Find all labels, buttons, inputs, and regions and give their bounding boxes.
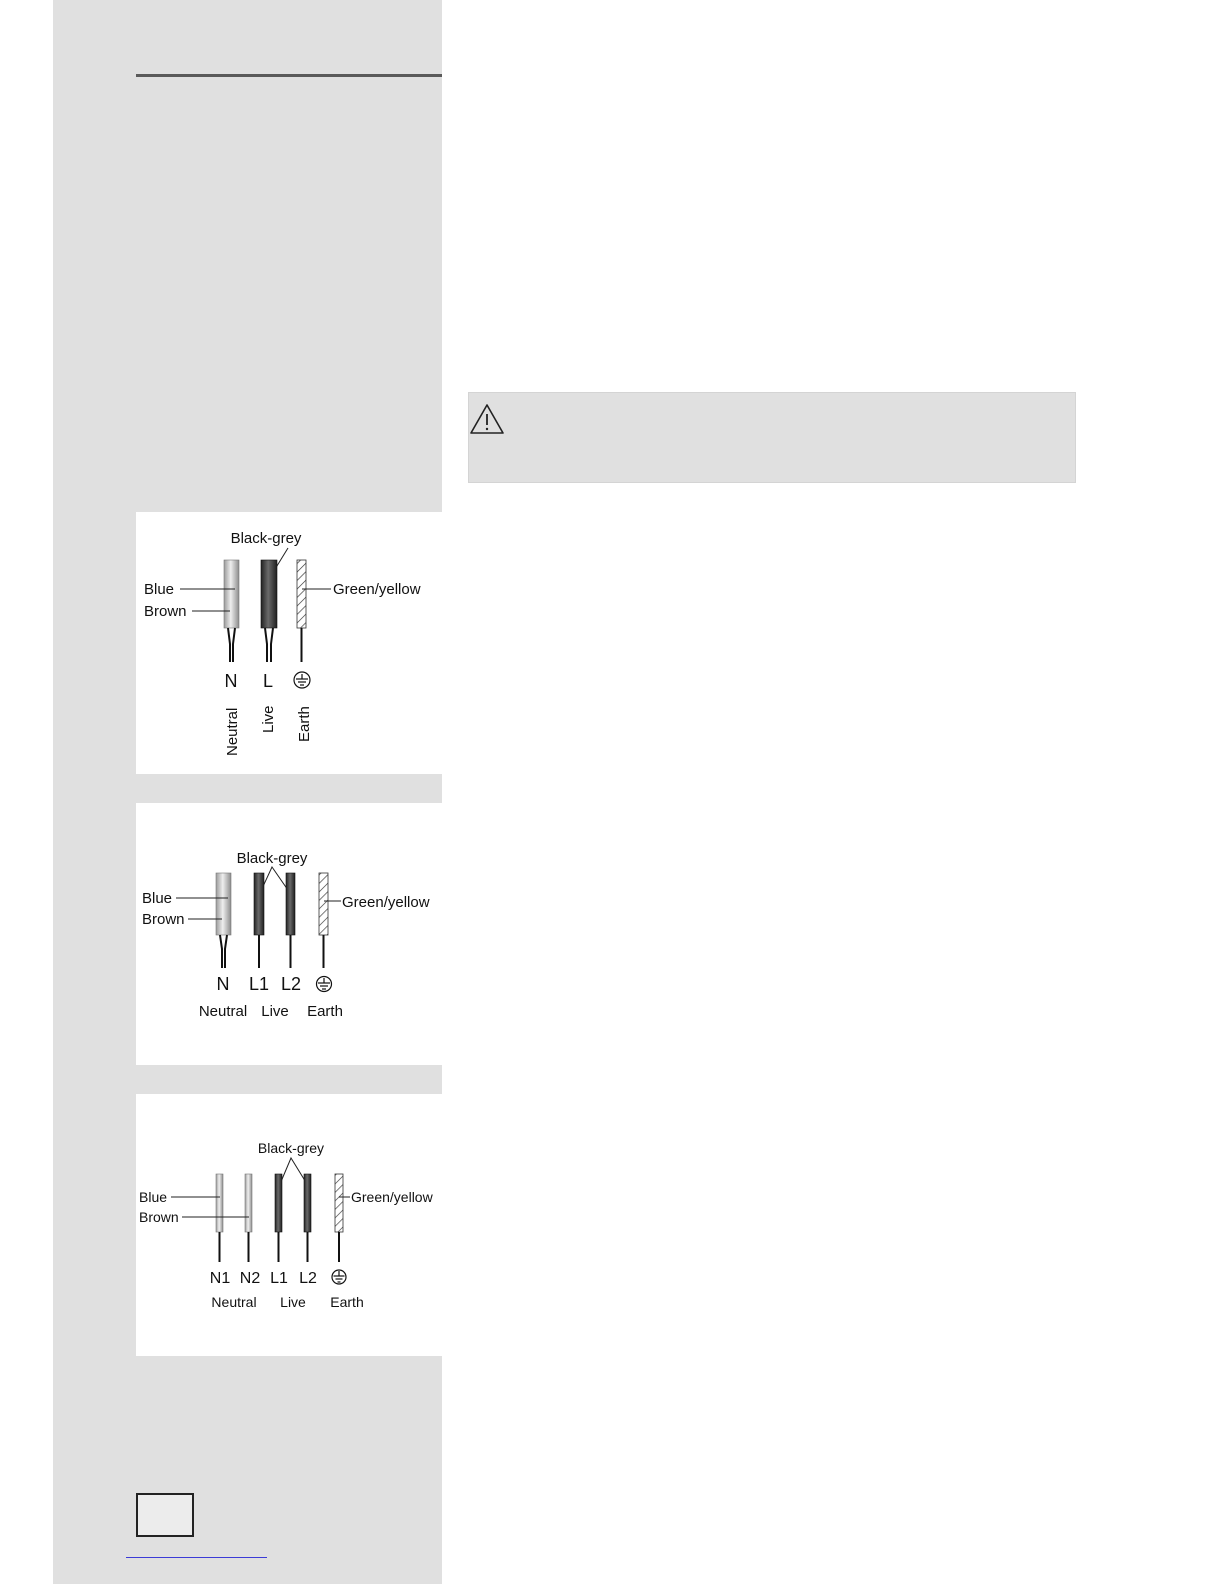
- role-earth: Earth: [296, 706, 313, 742]
- diagram-2-figure: [136, 803, 442, 1065]
- footer-link[interactable]: [126, 1557, 267, 1558]
- terminal-n1: N1: [209, 1270, 231, 1287]
- label-black-grey: Black-grey: [236, 850, 308, 867]
- role-live: Live: [280, 1294, 306, 1310]
- terminal-n: N: [224, 671, 238, 691]
- diagram-3-figure: [136, 1094, 442, 1356]
- label-black-grey: Black-grey: [230, 530, 302, 547]
- terminal-l2: L2: [299, 1270, 317, 1287]
- terminal-l1: L1: [270, 1270, 288, 1287]
- label-brown: Brown: [139, 1209, 179, 1225]
- earth-symbol-icon: [332, 1270, 346, 1284]
- cable-blue-brown: [224, 560, 239, 628]
- diagram-1-figure: [136, 512, 442, 774]
- wiring-diagram-two-phase-two-neutral: [136, 1094, 442, 1356]
- section-rule: [136, 74, 442, 77]
- cable-brown: [245, 1174, 252, 1232]
- role-earth: Earth: [330, 1294, 364, 1310]
- wiring-diagram-two-phase: [136, 803, 442, 1065]
- label-blue: Blue: [144, 581, 175, 598]
- role-neutral: Neutral: [198, 1003, 248, 1020]
- label-green-yellow: Green/yellow: [342, 894, 430, 911]
- cable-black-grey: [261, 560, 277, 628]
- label-blue: Blue: [142, 890, 173, 907]
- label-green-yellow: Green/yellow: [333, 581, 421, 598]
- earth-symbol-icon: [317, 977, 332, 992]
- label-black-grey: Black-grey: [257, 1140, 325, 1156]
- role-neutral: Neutral: [211, 1294, 257, 1310]
- warning-triangle-icon: [469, 403, 505, 435]
- label-brown: Brown: [142, 911, 185, 928]
- role-live: Live: [261, 1003, 289, 1020]
- cable-blue: [216, 1174, 223, 1232]
- cable-green-yellow: [319, 873, 328, 935]
- role-live: Live: [260, 705, 277, 733]
- cable-black-grey-1: [254, 873, 264, 935]
- cable-black-grey-2: [286, 873, 295, 935]
- role-earth: Earth: [307, 1003, 343, 1020]
- cable-black-grey-2: [304, 1174, 311, 1232]
- page-number-box: [136, 1493, 194, 1537]
- role-neutral: Neutral: [224, 707, 241, 756]
- terminal-l2: L2: [280, 974, 302, 994]
- label-blue: Blue: [139, 1189, 168, 1205]
- label-brown: Brown: [144, 603, 187, 620]
- earth-symbol-icon: [294, 672, 310, 688]
- terminal-n: N: [216, 974, 230, 994]
- terminal-l1: L1: [248, 974, 270, 994]
- warning-box: [468, 392, 1076, 483]
- terminal-n2: N2: [239, 1270, 261, 1287]
- terminal-l: L: [262, 671, 274, 691]
- label-green-yellow: Green/yellow: [351, 1189, 433, 1205]
- cable-green-yellow: [297, 560, 306, 628]
- cable-blue-brown: [216, 873, 231, 935]
- cable-black-grey-1: [275, 1174, 282, 1232]
- wiring-diagram-single-phase: [136, 512, 442, 774]
- cable-green-yellow: [335, 1174, 343, 1232]
